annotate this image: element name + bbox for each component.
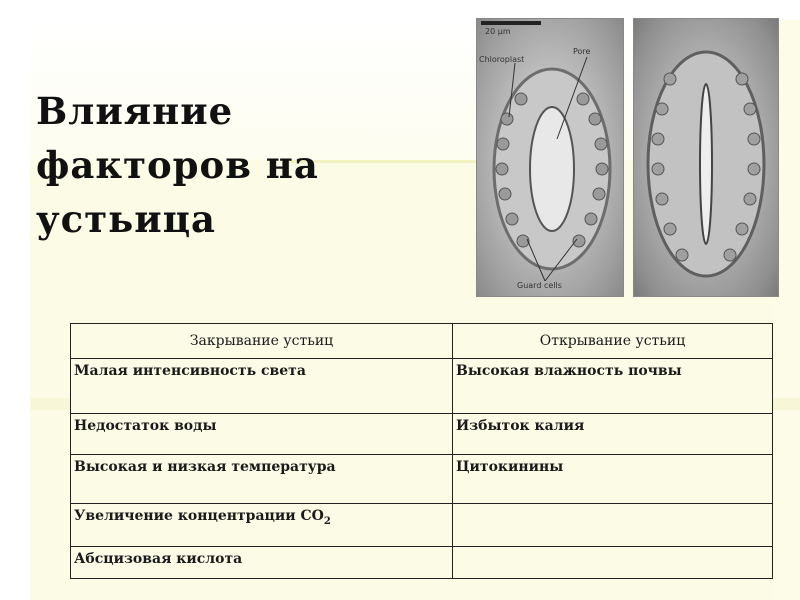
header-opening: Открывание устьиц bbox=[453, 324, 773, 359]
table-cell: Высокая влажность почвы bbox=[453, 359, 773, 414]
title-line-1: Влияние bbox=[36, 89, 234, 133]
header-closing: Закрывание устьиц bbox=[71, 324, 453, 359]
micrograph-open-stoma bbox=[476, 18, 624, 297]
table-cell-co2 bbox=[71, 504, 453, 547]
table-row bbox=[71, 547, 773, 579]
chloroplast-label: Chloroplast bbox=[479, 55, 525, 64]
pore-label: Pore bbox=[573, 47, 591, 56]
table-row bbox=[71, 455, 773, 504]
table-cell: Абсцизовая кислота bbox=[71, 547, 453, 579]
table-cell: Избыток калия bbox=[453, 414, 773, 455]
closed-stoma-drawing bbox=[634, 19, 778, 296]
table-cell: Высокая и низкая температура bbox=[71, 455, 453, 504]
table-row bbox=[71, 504, 773, 547]
guard-cells-label: Guard cells bbox=[517, 281, 562, 290]
table-cell bbox=[453, 504, 773, 547]
co2-text: Увеличение концентрации СО bbox=[74, 508, 324, 524]
title-line-3: устьица bbox=[36, 197, 217, 241]
table-cell: Малая интенсивность света bbox=[71, 359, 453, 414]
table-row bbox=[71, 359, 773, 414]
table-cell: Недостаток воды bbox=[71, 414, 453, 455]
title-line-2: факторов на bbox=[36, 143, 319, 187]
scale-bar bbox=[481, 21, 541, 25]
scale-bar-label: 20 µm bbox=[485, 27, 511, 36]
stomata-factors-table bbox=[70, 323, 773, 579]
table-cell bbox=[453, 547, 773, 579]
table-cell: Цитокинины bbox=[453, 455, 773, 504]
table-row bbox=[71, 414, 773, 455]
micrograph-closed-stoma bbox=[633, 18, 779, 297]
table-header-row bbox=[71, 324, 773, 359]
co2-subscript: 2 bbox=[323, 515, 331, 527]
slide-title bbox=[36, 84, 336, 246]
